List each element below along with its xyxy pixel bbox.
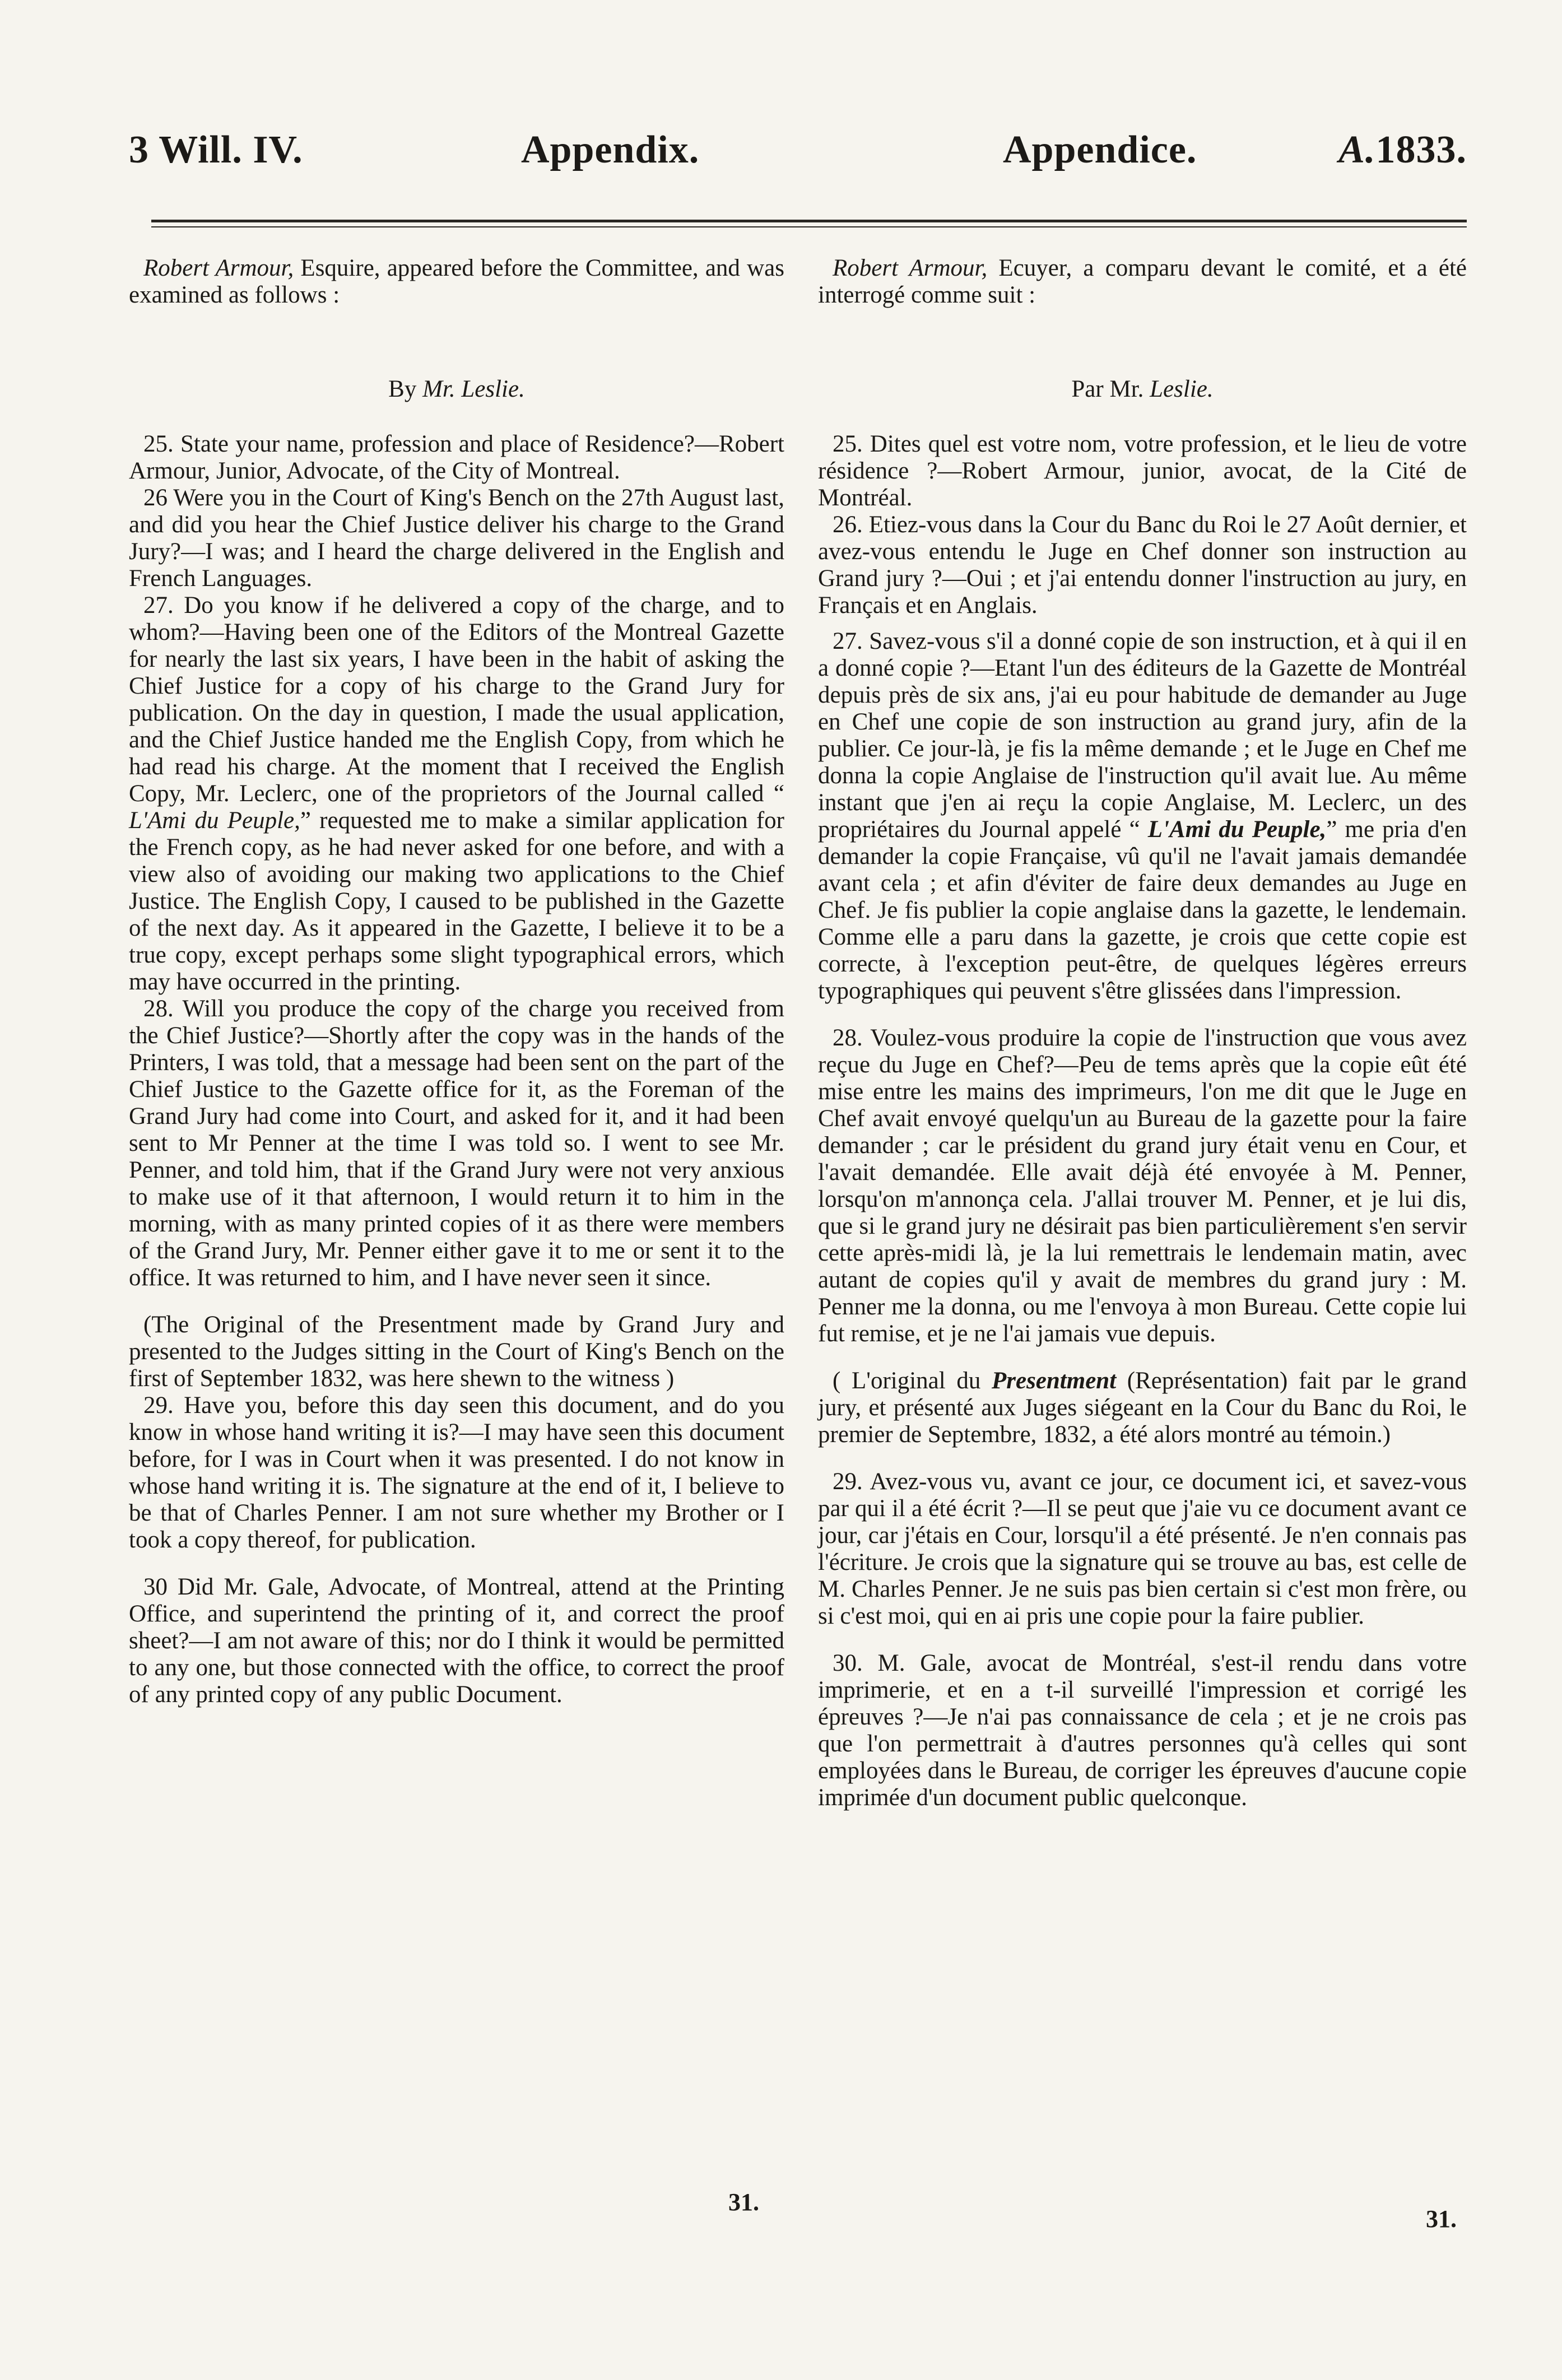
french-page-number: 31. <box>1426 2205 1457 2233</box>
french-note <box>818 1368 1467 1448</box>
english-intro <box>129 255 784 309</box>
french-note-part1: ( L'original du <box>833 1368 992 1394</box>
header-year <box>1338 128 1467 173</box>
english-by-title: Mr. <box>422 376 455 402</box>
header-appendix-french: Appendice. <box>1003 128 1197 171</box>
french-note-part2: (Représentation) fait par le grand jury, et présenté aux Juges siégeant en la Cour du Banc du Roi, le premier de Septembre, 1832, a été alors montré au témoin.) <box>818 1368 1467 1448</box>
french-question-28: 28. Voulez-vous produire la copie de l'instruction que vous avez reçue du Juge en Chef?—Peu de tems après que la copie eût été mise entre les mains des imprimeurs, l'on me dit que le Juge en Chef avait envoyé quelqu'un au Bureau de la gazette pour la faire demander ; car le président du grand jury était venu en Cour, et l'avait demandée. Elle avait déjà été envoyée à M. Penner, lorsqu'on m'annonça cela. J'allai trouver M. Penner, et je lui dis, que si le grand jury ne désirait pas bien particulièrement s'en servir cette après-midi là, je la lui remettrais le lendemain matin, avec autant de copies qu'il y avait de membres du grand jury : M. Penner me la donna, ou me l'envoya à mon Bureau. Cette copie lui fut remise, et je ne l'ai jamais vue depuis. <box>818 1025 1467 1347</box>
french-q27-part1: 27. Savez-vous s'il a donné copie de son instruction, et à qui il en a donné copie ?—Etant l'un des éditeurs de la Gazette de Montréal depuis près de six ans, j'ai eu pour habitude de demander au Juge en Chef une copie de son instruction au grand jury, afin de la publier. Ce jour-là, je fis la même demande ; et le Juge en Chef me donna la copie Anglaise de l'instruction qu'il avait lue. Au même instant que j'en ai reçu la copie Anglaise, M. Leclerc, un des propriétaires du Journal appelé “ <box>818 628 1467 843</box>
french-byline <box>818 376 1467 403</box>
english-by-prefix: By <box>388 376 423 402</box>
english-intro-text: Esquire, appeared before the Committee, and was examined as follows : <box>129 255 784 308</box>
header-appendix-english: Appendix. <box>521 128 700 171</box>
french-question-27 <box>818 628 1467 1005</box>
header-rule-thin <box>151 226 1467 227</box>
english-q27-part2: ” requested me to make a similar application for the French copy, as he had never asked for one before, and with a view also of avoiding our making two applications to the Chief Justice. The English Copy, I caused to be published in the Gazette of the next day. As it appeared in the Gazette, I believe it to be a true copy, except perhaps some slight typographical errors, which may have occurred in the printing. <box>129 807 784 995</box>
french-note-presentment: Presentment <box>991 1368 1117 1394</box>
header-reign: 3 Will. IV. <box>129 128 303 171</box>
french-by-prefix: Par Mr. <box>1071 376 1150 402</box>
english-note: (The Original of the Presentment made by Grand Jury and presented to the Judges sitting in the Court of King's Bench on the first of September 1832, was here shewn to the witness ) <box>129 1312 784 1392</box>
english-column <box>129 255 784 1708</box>
french-question-26: 26. Etiez-vous dans la Cour du Banc du Roi le 27 Août dernier, et avez-vous entendu le Juge en Chef donner son instruction au Grand jury ?—Oui ; et j'ai entendu donner l'instruction au jury, en Français et en Anglais. <box>818 512 1467 619</box>
english-question-28: 28. Will you produce the copy of the charge you received from the Chief Justice?—Shortly after the copy was in the hands of the Printers, I was told, that a message had been sent on the part of the Chief Justice to the Gazette office for it, as the Foreman of the Grand Jury had come into Court, and asked for it, and it had been sent to Mr Penner at the time I was told so. I went to see Mr. Penner, and told him, that if the Grand Jury were not very anxious to make use of it that afternoon, I would return it to him in the morning, with as many printed copies of it as there were members of the Grand Jury, Mr. Penner either gave it to me or sent it to the office. It was returned to him, and I have never seen it since. <box>129 996 784 1291</box>
english-question-27 <box>129 592 784 996</box>
english-intro-name: Robert Armour, <box>143 255 294 281</box>
french-q27-journal: L'Ami du Peuple, <box>1147 816 1327 843</box>
french-question-29: 29. Avez-vous vu, avant ce jour, ce document ici, et savez-vous par qui il a été écrit ?—Il se peut que j'aie vu ce document avant ce jour, car j'étais en Cour, lorsqu'il a été présenté. Je n'en connais pas l'écriture. Je crois que la signature qui se trouve au bas, est celle de M. Charles Penner. Je ne suis pas bien certain si c'est mon frère, ou si c'est moi, qui en ai pris une copie pour la faire publier. <box>818 1468 1467 1629</box>
french-question-30: 30. M. Gale, avocat de Montréal, s'est-il rendu dans votre imprimerie, et en a t-il surveillé l'impression et corrigé les épreuves ?—Je n'ai pas connaissance de cela ; et je ne crois pas que l'on permettrait à d'autres personnes qu'à celles qui sont employées dans le Bureau, de corriger les épreuves d'aucune copie imprimée d'un document public quelconque. <box>818 1650 1467 1811</box>
french-intro <box>818 255 1467 309</box>
header-year-value: 1833. <box>1375 128 1467 171</box>
english-question-26: 26 Were you in the Court of King's Bench on the 27th August last, and did you hear the Chief Justice deliver his charge to the Grand Jury?—I was; and I heard the charge delivered in the English and French Languages. <box>129 485 784 592</box>
french-question-25: 25. Dites quel est votre nom, votre profession, et le lieu de votre résidence ?—Robert Armour, junior, avocat, de la Cité de Montréal. <box>818 431 1467 511</box>
english-question-29: 29. Have you, before this day seen this document, and do you know in whose hand writing it is?—I may have seen this document before, for I was in Court when it was presented. I do not know in whose hand writing it is. The signature at the end of it, I believe to be that of Charles Penner. I am not sure whether my Brother or I took a copy thereof, for publication. <box>129 1392 784 1553</box>
english-question-25: 25. State your name, profession and place of Residence?—Robert Armour, Junior, Advocate, of the City of Montreal. <box>129 431 784 484</box>
french-by-name: Leslie. <box>1150 376 1214 402</box>
header-year-prefix: A. <box>1338 128 1376 171</box>
english-by-name: Leslie. <box>461 376 525 402</box>
english-q27-journal: L'Ami du Peuple, <box>129 807 300 834</box>
french-column <box>818 255 1467 1811</box>
english-page-number: 31. <box>728 2188 759 2216</box>
french-intro-name: Robert Armour, <box>833 255 988 281</box>
english-q27-part1: 27. Do you know if he delivered a copy of the charge, and to whom?—Having been one of the Editors of the Montreal Gazette for nearly the last six years, I have been in the habit of asking the Chief Justice for a copy of his charge to the Grand Jury for publication. On the day in question, I made the usual application, and the Chief Justice handed me the English Copy, from which he had read his charge. At the moment that I received the English Copy, Mr. Leclerc, one of the proprietors of the Journal called “ <box>129 592 784 807</box>
page-header <box>129 128 1467 189</box>
english-question-30: 30 Did Mr. Gale, Advocate, of Montreal, attend at the Printing Office, and superintend the printing of it, and correct the proof sheet?—I am not aware of this; nor do I think it would be permitted to any one, but those connected with the office, to correct the proof of any printed copy of any public Document. <box>129 1574 784 1708</box>
english-byline <box>129 376 784 403</box>
french-q27-part2: ” me pria d'en demander la copie Française, vû qu'il ne l'avait jamais demandée avant cela ; et afin d'éviter de faire deux demandes au Juge en Chef. Je fis publier la copie anglaise dans la gazette, le lendemain. Comme elle a paru dans la gazette, je crois que cette copie est correcte, à l'exception peut-être, de quelques légères erreurs typographiques qui peuvent s'être glissées dans l'impression. <box>818 816 1467 1004</box>
french-intro-text: Ecuyer, a comparu devant le comité, et a été interrogé comme suit : <box>818 255 1467 308</box>
header-rule-thick <box>151 220 1467 222</box>
